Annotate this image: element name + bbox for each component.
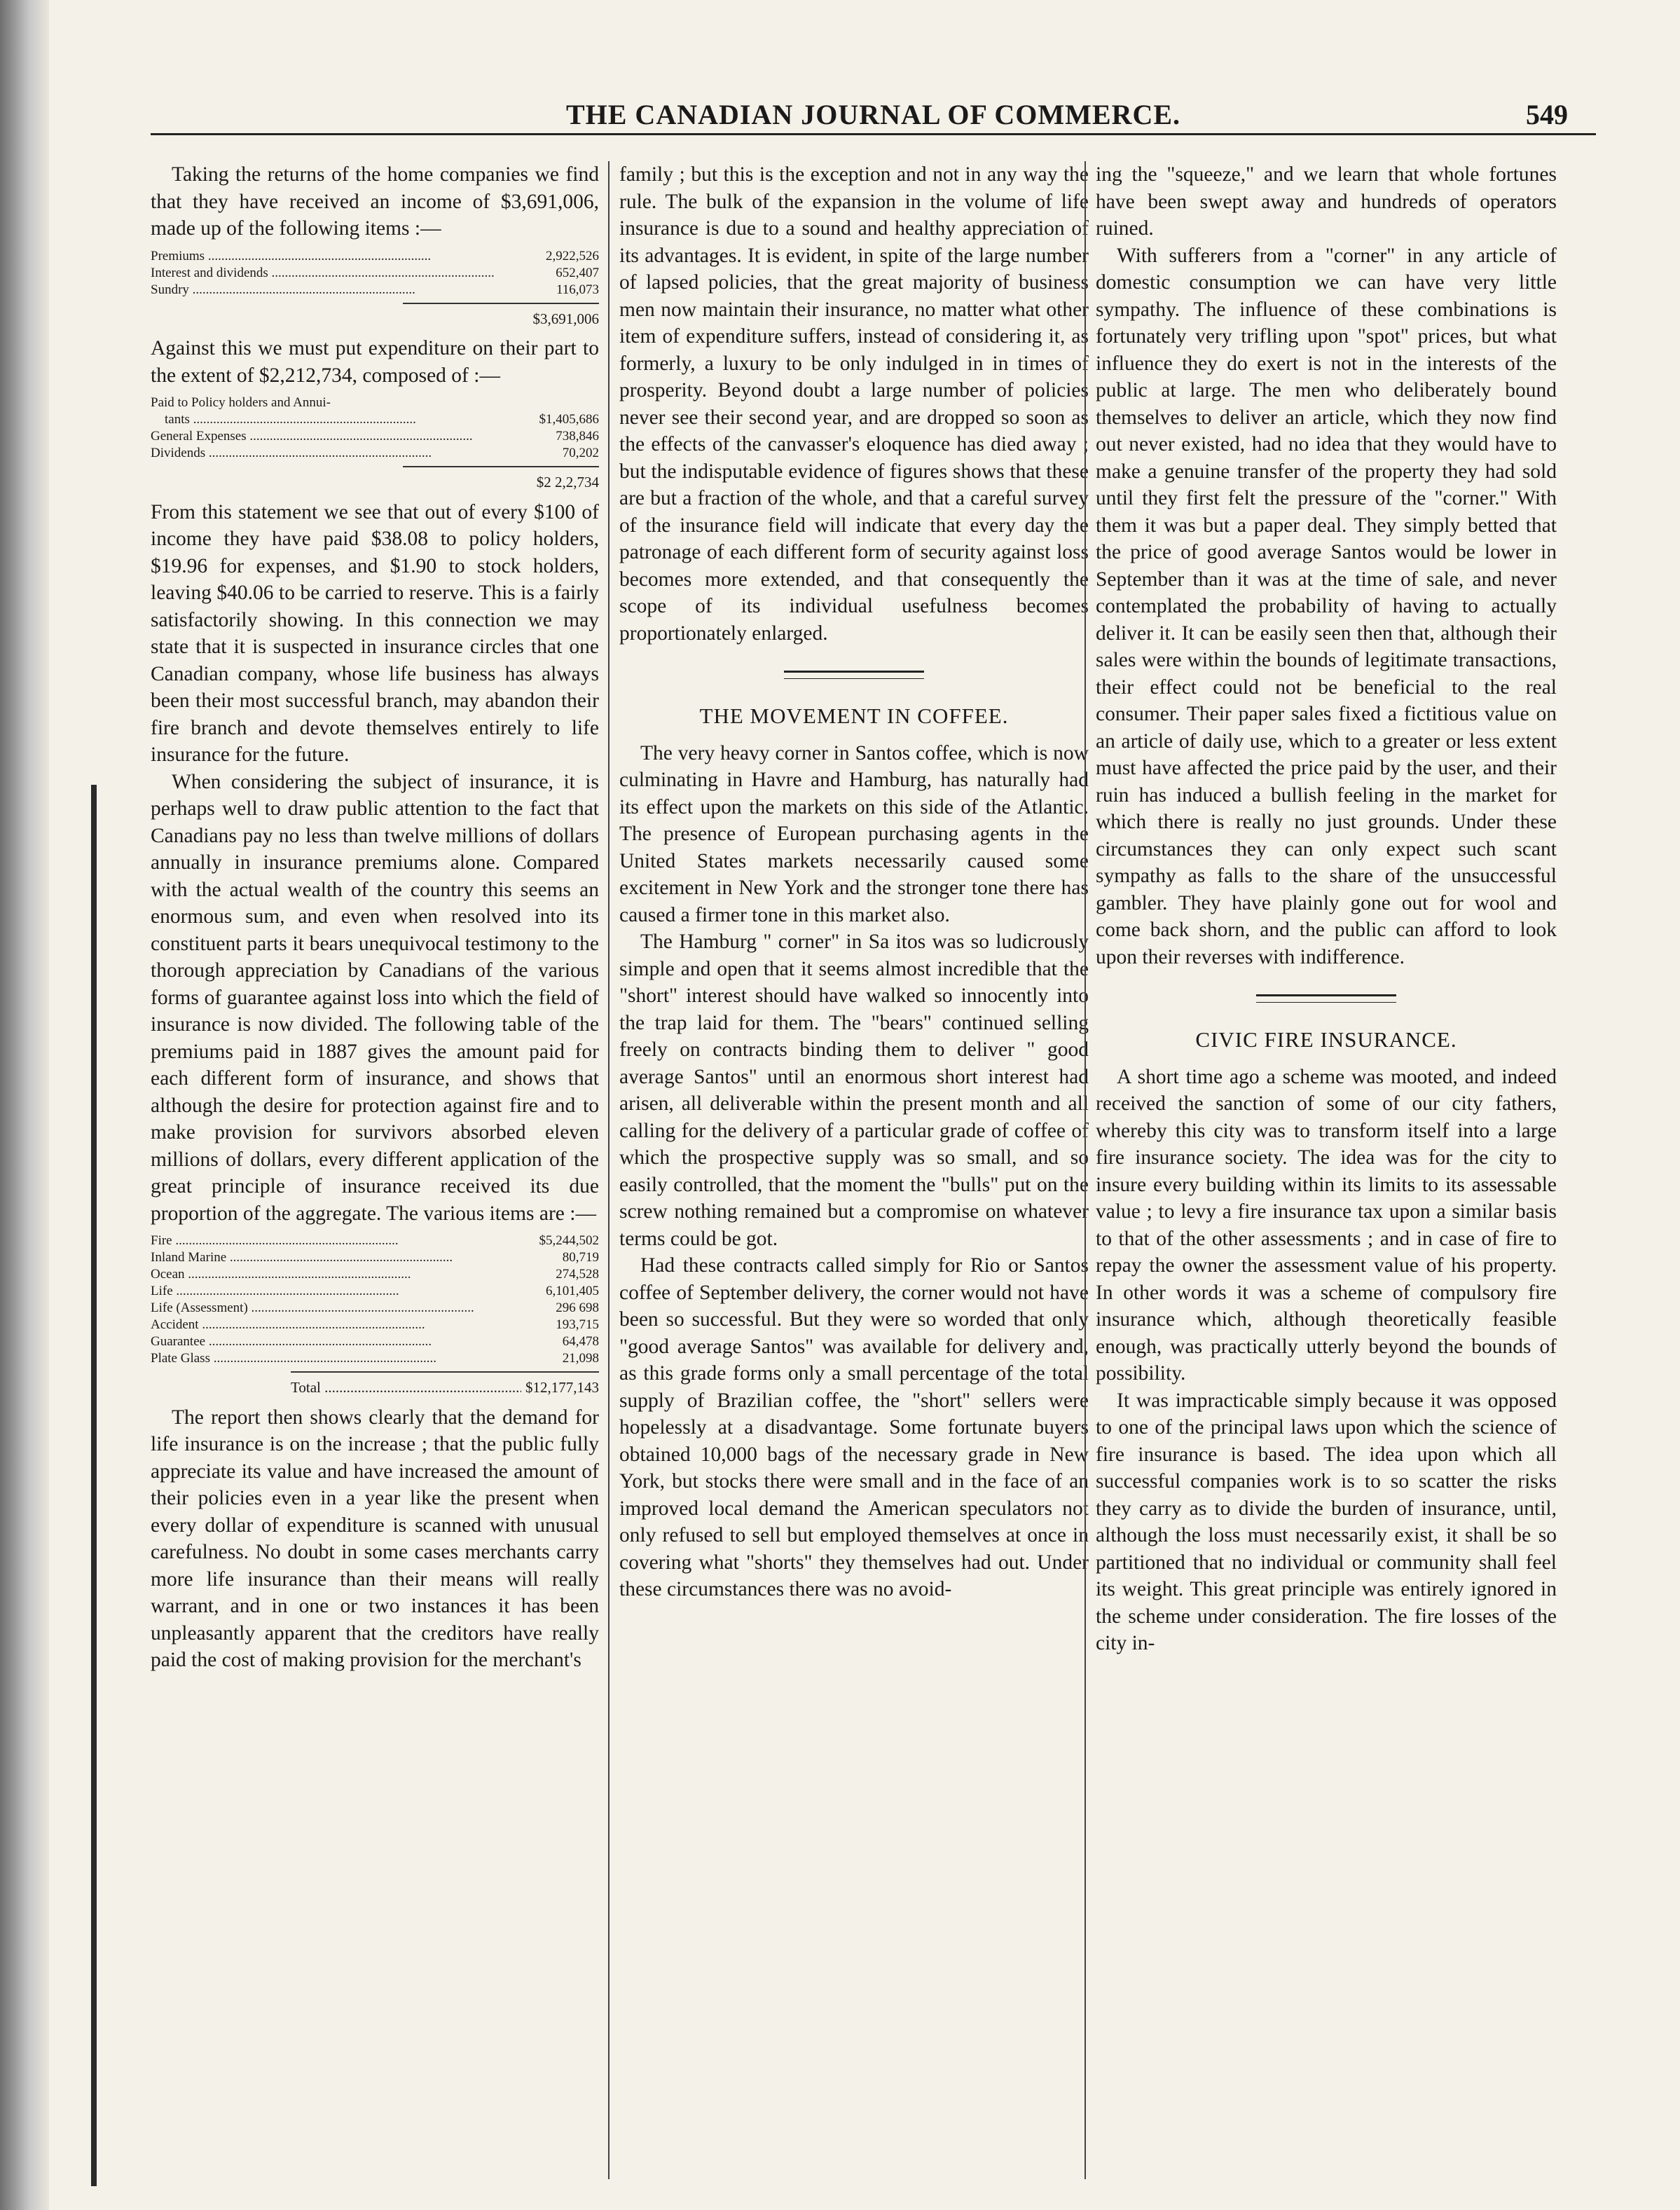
item-amount: 274,528 (556, 1267, 599, 1282)
item-amount: 193,715 (556, 1317, 599, 1332)
column-1 (151, 161, 599, 2179)
table-row (151, 1350, 599, 1367)
paragraph: ing the "squeeze," and we learn that whole fortunes have been swept away and hundreds of operators ruined. (1096, 163, 1557, 240)
expenditure-table (151, 394, 599, 462)
paragraph: A short time ago a scheme was mooted, and indeed received the sanction of some of our city fathers, whereby this city was to transform itself into a large fire insurance society. The idea was for the city to insure every building within its limits to its assessable value ; to levy a fire insurance tax upon a similar basis to that of the other assessments ; and in case of fire to repay the owner the assessment value of his property. In other words it was a scheme of compulsory fire insurance which, although theoretically feasible enough, was practically utterly beyond the bounds of possibility. (1096, 1065, 1557, 1385)
item-label: Guarantee ..... (151, 1333, 432, 1350)
section-divider (1256, 994, 1396, 1003)
journal-title: THE CANADIAN JOURNAL OF COMMERCE. (565, 99, 1181, 130)
page-edge-line (91, 785, 97, 2186)
table-row (151, 1333, 599, 1350)
column-3 (1085, 161, 1557, 2179)
item-label: Sundry ..... (151, 282, 415, 298)
paragraph: Had these contracts called simply for Rio or Santos coffee of September delivery, the corner would not have been so successful. But they were so worded that only "good average Santos" was available for delivery and, as this grade forms only a small percentage of the total supply of Brazilian coffee, the "short" sellers were hopelessly at a disadvantage. Some fortunate buyers obtained 10,000 bags of the necessary grade in New York, but stocks there were small and in the face of an improved local demand the American speculators not only refused to sell but employed themselves at once in covering what "shorts" they themselves had out. Under these circumstances there was no avoid- (619, 1254, 1089, 1600)
item-label: Life ..... (151, 1283, 399, 1300)
section-divider (784, 671, 924, 679)
total-amount: $12,177,143 (525, 1379, 599, 1396)
page-number: 549 (1526, 99, 1568, 130)
total-label: Total ..... (291, 1374, 521, 1401)
item-label: Life (Assessment) ..... (151, 1300, 474, 1317)
table-row (151, 1317, 599, 1333)
table-row (151, 1300, 599, 1317)
income-total: $3,691,006 (403, 303, 599, 333)
table-row: Paid to Policy holders and Annui- (151, 395, 331, 410)
premiums-table (151, 1233, 599, 1367)
table-row (151, 428, 599, 445)
table-row (151, 411, 599, 428)
paragraph: Against this we must put expenditure on their part to the extent of $2,212,734, composed of :— (151, 337, 599, 387)
item-amount: 6,101,405 (546, 1284, 599, 1298)
income-table (151, 248, 599, 298)
item-label: Inland Marine ..... (151, 1249, 453, 1266)
item-amount: 296 698 (556, 1300, 599, 1315)
table-row (151, 445, 599, 462)
item-amount: $1,405,686 (539, 412, 599, 427)
paragraph: It was impracticable simply because it was opposed to one of the principal laws upon which the science of fire insurance is based. The idea upon which all successful companies work is to so scatter the risks they carry as to divide the burden of insurance, until, although the loss must necessarily exist, it shall be so partitioned that no individual or community shall feel its weight. This great principle was entirely ignored in the scheme under consideration. The fire losses of the city in- (1096, 1389, 1557, 1654)
item-label: Ocean ..... (151, 1266, 411, 1283)
item-amount: $5,244,502 (539, 1233, 599, 1248)
table-row (151, 282, 599, 298)
item-label: Plate Glass ..... (151, 1350, 436, 1367)
item-label: tants ..... (151, 411, 416, 428)
item-amount: 64,478 (562, 1334, 599, 1349)
paragraph: From this statement we see that out of every $100 of income they have paid $38.08 to policy holders, $19.96 for expenses, and $1.90 to stock holders, leaving $40.06 to be carried to reserve. This is a fairly satisfactorily showing. In this connection we may state that it is suspected in insurance circles that one Canadian company, whose life business has always been their most successful branch, may abandon their fire branch and devote themselves entirely to life insurance for the future. (151, 500, 599, 766)
page-header (151, 98, 1596, 135)
page-spine-shadow (0, 0, 49, 2210)
paragraph: family ; but this is the exception and not in any way the rule. The bulk of the expansion in the volume of life insurance is due to a sound and healthy appreciation of its advantages. It is evident, in spite of the large number of lapsed policies, that the great majority of business men now maintain their insurance, no matter what other item of expenditure suffers, instead of considering it, as formerly, a luxury to be only indulged in in times of prosperity. Beyond doubt a large number of policies never see their second year, and are dropped so soon as the effects of the canvasser's eloquence has died away ; but the indisputable evidence of figures shows that these are but a fraction of the whole, and that a careful survey of the insurance field will indicate that every day the patronage of each different form of security against loss becomes more extended, and that consequently the scope of its individual usefulness becomes proportionately enlarged. (619, 163, 1089, 645)
item-amount: 116,073 (556, 282, 599, 297)
paragraph: The report then shows clearly that the demand for life insurance is on the increase ; that the public fully appreciate its value and have increased the amount of their policies even in a year like the present when every dollar of expenditure is scanned with unusual carefulness. No doubt in some cases merchants carry more life insurance than their means will really warrant, and in one or two instances it has been unpleasantly apparent that the creditors have really paid the cost of making provision for the merchant's (151, 1406, 599, 1671)
paragraph: The very heavy corner in Santos coffee, which is now culminating in Havre and Hamburg, has naturally had its effect upon the markets on this side of the Atlantic. The presence of European purchasing agents in the United States markets necessarily caused some excitement in New York and the stronger tone there has caused a firmer tone in this market also. (619, 741, 1089, 926)
table-row (151, 1233, 599, 1249)
item-amount: 80,719 (562, 1250, 599, 1265)
item-label: Fire ..... (151, 1233, 399, 1249)
paragraph: Taking the returns of the home companies we find that they have received an income of $3,691,006, made up of the following items :— (151, 163, 599, 240)
paragraph: The Hamburg " corner" in Sa itos was so ludicrously simple and open that it seems almost incredible that the "short" interest should have walked so innocently into the trap laid for them. The "bears" continued selling freely on contracts binding them to deliver " good average Santos" until an enormous short interest had arisen, all deliverable within the present month and all calling for the delivery of a particular grade of coffee of which the prospective supply was so small, and so easily controlled, that the moment the "bulls" put on the screw nothing remained but a compromise on whatever terms could be got. (619, 931, 1089, 1250)
section-heading: CIVIC FIRE INSURANCE. (1195, 1027, 1457, 1052)
item-amount: 652,407 (556, 265, 599, 280)
paragraph: When considering the subject of insurance, it is perhaps well to draw public attention to the fact that Canadians pay no less than twelve millions of dollars annually in insurance premiums alone. Compared with the actual wealth of the country this seems an enormous sum, and even when resolved into its constituent parts it bears unequivocal testimony to the thorough appreciation by Canadians of the various forms of guarantee against loss into which the field of insurance is now divided. The following table of the premiums paid in 1887 gives the amount paid for each different form of insurance, and shows that although the desire for protection against fire and to make provision for survivors absorbed eleven millions of dollars, every different application of the great principle of insurance received its due proportion of the aggregate. The various items are :— (151, 770, 599, 1225)
table-row (151, 265, 599, 282)
paragraph: With sufferers from a "corner" in any article of domestic consumption we can have very little sympathy. The influence of these combinations is fortunately very trifling upon "spot" prices, but what influence they do exert is not in the interests of the public at large. The men who deliberately bound themselves to deliver an article, which they now find out never existed, had no idea that they would have to make a genuine transfer of the property they had sold until they first felt the pressure of the "corner." With them it was but a paper deal. They simply betted that the price of good average Santos would be lower in September than it was at the time of sale, and never contemplated the probability of having to actually deliver it. It can be easily seen then that, although their sales were within the bounds of legitimate transactions, their effect could not be beneficial to the real consumer. Their paper sales fixed a fictitious value on an article of daily use, which to a greater or less extent must have affected the price paid by the user, and their ruin has induced a bullish feeling in the market for which there is really no just grounds. Under these circumstances they can only expect such scant sympathy as falls to the share of the unsuccessful gambler. They have plainly gone out for wool and come back shorn, and the public can afford to look upon their reverses with indifference. (1096, 244, 1557, 968)
item-amount: 2,922,526 (546, 248, 599, 263)
premiums-total-row (291, 1371, 599, 1401)
item-label: Accident ..... (151, 1317, 425, 1333)
item-amount: 21,098 (562, 1351, 599, 1366)
section-heading: THE MOVEMENT IN COFFEE. (699, 704, 1009, 728)
table-row (151, 1266, 599, 1283)
item-label: Premiums ..... (151, 248, 431, 265)
item-amount: 738,846 (556, 429, 599, 444)
expenditure-total: $2 2,2,734 (403, 466, 599, 496)
table-row (151, 1249, 599, 1266)
item-label: Interest and dividends ..... (151, 265, 495, 282)
item-label: Dividends ..... (151, 445, 432, 462)
item-amount: 70,202 (562, 446, 599, 460)
item-label: General Expenses ..... (151, 428, 473, 445)
table-row (151, 1283, 599, 1300)
table-row (151, 248, 599, 265)
column-2 (608, 161, 1089, 2179)
